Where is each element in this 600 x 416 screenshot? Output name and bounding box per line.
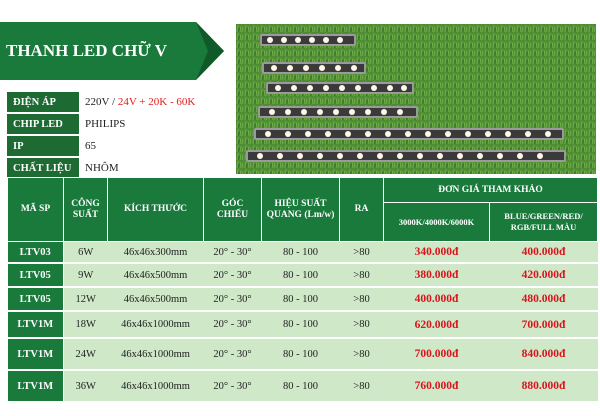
cell-power: 36W xyxy=(64,370,108,402)
cell-angle: 20° - 30° xyxy=(204,370,262,402)
cell-ra: >80 xyxy=(340,370,384,402)
cell-ra: >80 xyxy=(340,263,384,287)
title-banner xyxy=(0,22,228,80)
cell-price-color: 700.000đ xyxy=(490,311,598,338)
cell-power: 12W xyxy=(64,287,108,311)
spec-value: 65 xyxy=(79,135,245,157)
cell-efficiency: 80 - 100 xyxy=(262,242,340,264)
spec-label: CHIP LED xyxy=(7,113,79,135)
spec-value: PHILIPS xyxy=(79,113,245,135)
page-title: THANH LED CHỮ V xyxy=(6,41,168,60)
table-row xyxy=(8,338,598,370)
cell-ra: >80 xyxy=(340,287,384,311)
cell-ra: >80 xyxy=(340,242,384,264)
cell-efficiency: 80 - 100 xyxy=(262,287,340,311)
cell-price-white: 760.000đ xyxy=(384,370,490,402)
header-efficiency: HIỆU SUẤT QUANG (Lm/w) xyxy=(262,178,340,242)
cell-code: LTV05 xyxy=(8,287,64,311)
spec-value-main: 220V / xyxy=(85,96,118,108)
cell-efficiency: 80 - 100 xyxy=(262,263,340,287)
header-price-group: ĐƠN GIÁ THAM KHẢO xyxy=(384,178,598,203)
cell-price-color: 840.000đ xyxy=(490,338,598,370)
spec-label: CHẤT LIỆU xyxy=(7,157,79,179)
cell-price-white: 620.000đ xyxy=(384,311,490,338)
cell-code: LTV1M xyxy=(8,338,64,370)
cell-price-white: 380.000đ xyxy=(384,263,490,287)
table-row xyxy=(8,287,598,311)
table-row xyxy=(8,242,598,264)
cell-code: LTV05 xyxy=(8,263,64,287)
led-bars-image xyxy=(236,24,596,174)
cell-efficiency: 80 - 100 xyxy=(262,311,340,338)
cell-size: 46x46x1000mm xyxy=(108,311,204,338)
spec-row xyxy=(7,157,245,179)
header-price-white: 3000K/4000K/6000K xyxy=(384,203,490,242)
cell-efficiency: 80 - 100 xyxy=(262,370,340,402)
cell-price-white: 400.000đ xyxy=(384,287,490,311)
spec-row xyxy=(7,92,245,113)
header-power: CÔNG SUẤT xyxy=(64,178,108,242)
spec-row xyxy=(7,135,245,157)
spec-table xyxy=(7,92,245,180)
header-ra: RA xyxy=(340,178,384,242)
cell-size: 46x46x1000mm xyxy=(108,338,204,370)
cell-angle: 20° - 30° xyxy=(204,242,262,264)
cell-angle: 20° - 30° xyxy=(204,287,262,311)
spec-value-alt: 24V + 20K - 60K xyxy=(117,96,196,108)
spec-label: ĐIỆN ÁP xyxy=(7,92,79,113)
table-row xyxy=(8,370,598,402)
cell-power: 9W xyxy=(64,263,108,287)
cell-size: 46x46x500mm xyxy=(108,287,204,311)
cell-price-color: 880.000đ xyxy=(490,370,598,402)
spec-value: NHÔM xyxy=(79,157,245,179)
cell-angle: 20° - 30° xyxy=(204,338,262,370)
header-size: KÍCH THƯỚC xyxy=(108,178,204,242)
spec-value xyxy=(79,92,245,113)
cell-angle: 20° - 30° xyxy=(204,263,262,287)
cell-size: 46x46x300mm xyxy=(108,242,204,264)
cell-size: 46x46x1000mm xyxy=(108,370,204,402)
cell-efficiency: 80 - 100 xyxy=(262,338,340,370)
cell-price-color: 480.000đ xyxy=(490,287,598,311)
cell-power: 6W xyxy=(64,242,108,264)
cell-size: 46x46x500mm xyxy=(108,263,204,287)
header-price-color: BLUE/GREEN/RED/ RGB/FULL MÀU xyxy=(490,203,598,242)
cell-ra: >80 xyxy=(340,338,384,370)
cell-angle: 20° - 30° xyxy=(204,311,262,338)
spec-label: IP xyxy=(7,135,79,157)
cell-price-white: 700.000đ xyxy=(384,338,490,370)
cell-code: LTV1M xyxy=(8,311,64,338)
header-angle: GÓC CHIẾU xyxy=(204,178,262,242)
cell-price-color: 400.000đ xyxy=(490,242,598,264)
cell-ra: >80 xyxy=(340,311,384,338)
cell-code: LTV03 xyxy=(8,242,64,264)
table-row xyxy=(8,263,598,287)
spec-row xyxy=(7,113,245,135)
header-code: MÃ SP xyxy=(8,178,64,242)
price-table xyxy=(7,177,598,403)
table-row xyxy=(8,311,598,338)
cell-code: LTV1M xyxy=(8,370,64,402)
cell-price-color: 420.000đ xyxy=(490,263,598,287)
product-photo xyxy=(236,24,596,174)
cell-power: 24W xyxy=(64,338,108,370)
cell-power: 18W xyxy=(64,311,108,338)
cell-price-white: 340.000đ xyxy=(384,242,490,264)
